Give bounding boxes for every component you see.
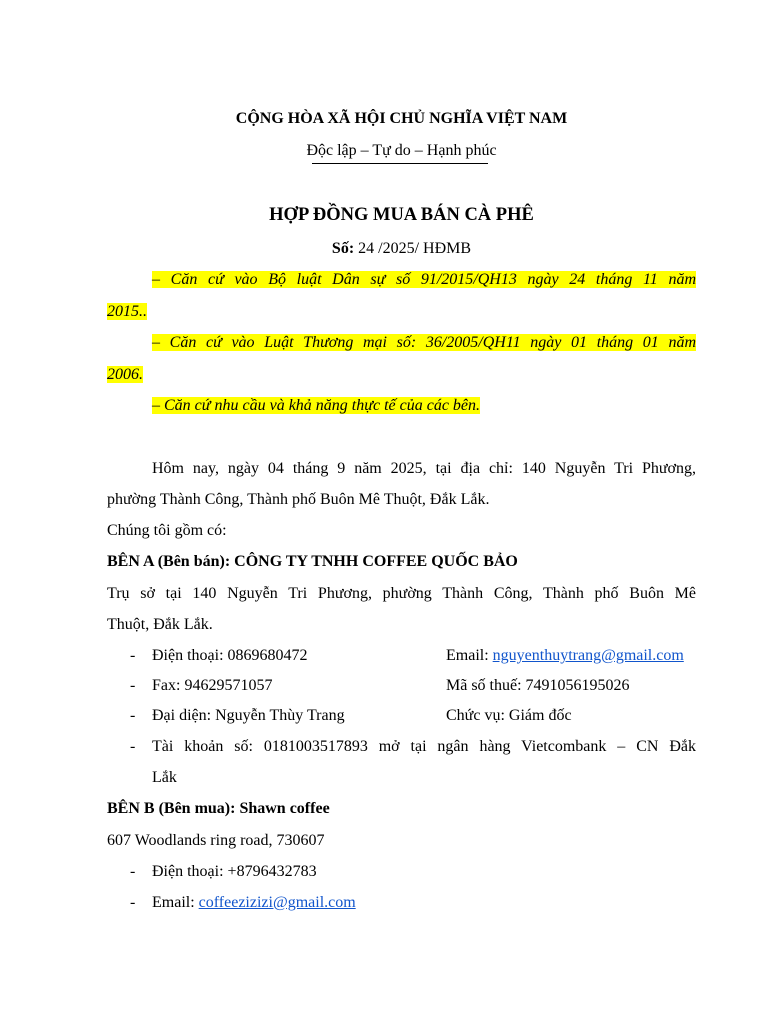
party-a-email-field [446,647,684,665]
intro-line-2: phường Thành Công, Thành phố Buôn Mê Thuột, Đắk Lắk. [107,491,490,508]
basis-item-2-text-cont: 2006. [107,366,143,383]
party-a-account: Tài khoản số: 0181003517893 mở tại ngân hàng Vietcombank – CN Đắk [152,738,696,755]
intro-line-1: Hôm nay, ngày 04 tháng 9 năm 2025, tại địa chỉ: 140 Nguyễn Tri Phương, [152,460,696,477]
basis-item-1-line-2 [107,303,696,321]
bullet: - [130,707,136,724]
intro-line-3: Chúng tôi gồm có: [107,522,227,539]
bullet: - [130,738,136,755]
bullet: - [130,677,136,694]
party-a-phone: Điện thoại: 0869680472 [152,647,308,664]
party-b-email-field [152,894,356,912]
nation-heading: CỘNG HÒA XÃ HỘI CHỦ NGHĨA VIỆT NAM [235,110,568,127]
contract-title: HỢP ĐỒNG MUA BÁN CÀ PHÊ [269,205,534,225]
contract-number [107,240,696,258]
email-label: Email: [152,894,199,911]
bullet: - [130,894,136,911]
motto: Độc lập – Tự do – Hạnh phúc [306,142,497,159]
party-a-tax-code: Mã số thuế: 7491056195026 [446,677,630,694]
basis-item-1-text: – Căn cứ vào Bộ luật Dân sự số 91/2015/QH13 ngày 24 tháng 11 năm [152,271,696,288]
basis-item-1-text-cont: 2015.. [107,303,147,320]
party-a-representative: Đại diện: Nguyễn Thùy Trang [152,707,345,724]
party-b-address: 607 Woodlands ring road, 730607 [107,832,325,849]
contract-number-label: Số: [331,240,355,257]
party-a-address-line-1: Trụ sở tại 140 Nguyễn Tri Phương, phường Thành Công, Thành phố Buôn Mê [107,585,696,602]
party-a-fax: Fax: 94629571057 [152,677,273,694]
bullet: - [130,647,136,664]
party-a-heading: BÊN A (Bên bán): CÔNG TY TNHH COFFEE QUỐC BẢO [107,553,518,570]
party-a-address-line-2: Thuột, Đắk Lắk. [107,616,213,633]
party-b-phone: Điện thoại: +8796432783 [152,863,317,880]
basis-item-3-text: – Căn cứ nhu cầu và khả năng thực tế của các bên. [152,397,481,414]
basis-item-3 [152,397,696,415]
basis-item-2-line-1 [152,334,696,352]
contract-number-value: 24 /2025/ HĐMB [354,240,472,257]
party-b-heading: BÊN B (Bên mua): Shawn coffee [107,800,330,817]
email-label: Email: [446,647,493,664]
bullet: - [130,863,136,880]
basis-item-2-text: – Căn cứ vào Luật Thương mại số: 36/2005/QH11 ngày 01 tháng 01 năm [152,334,696,351]
party-a-account-cont: Lắk [152,769,177,786]
basis-item-2-line-2 [107,366,696,384]
party-a-email-link[interactable]: nguyenthuytrang@gmail.com [492,647,684,664]
motto-underline [312,163,488,164]
party-a-position: Chức vụ: Giám đốc [446,707,572,724]
basis-item-1-line-1 [152,271,696,289]
party-b-email-link[interactable]: coffeezizizi@gmail.com [198,894,356,911]
